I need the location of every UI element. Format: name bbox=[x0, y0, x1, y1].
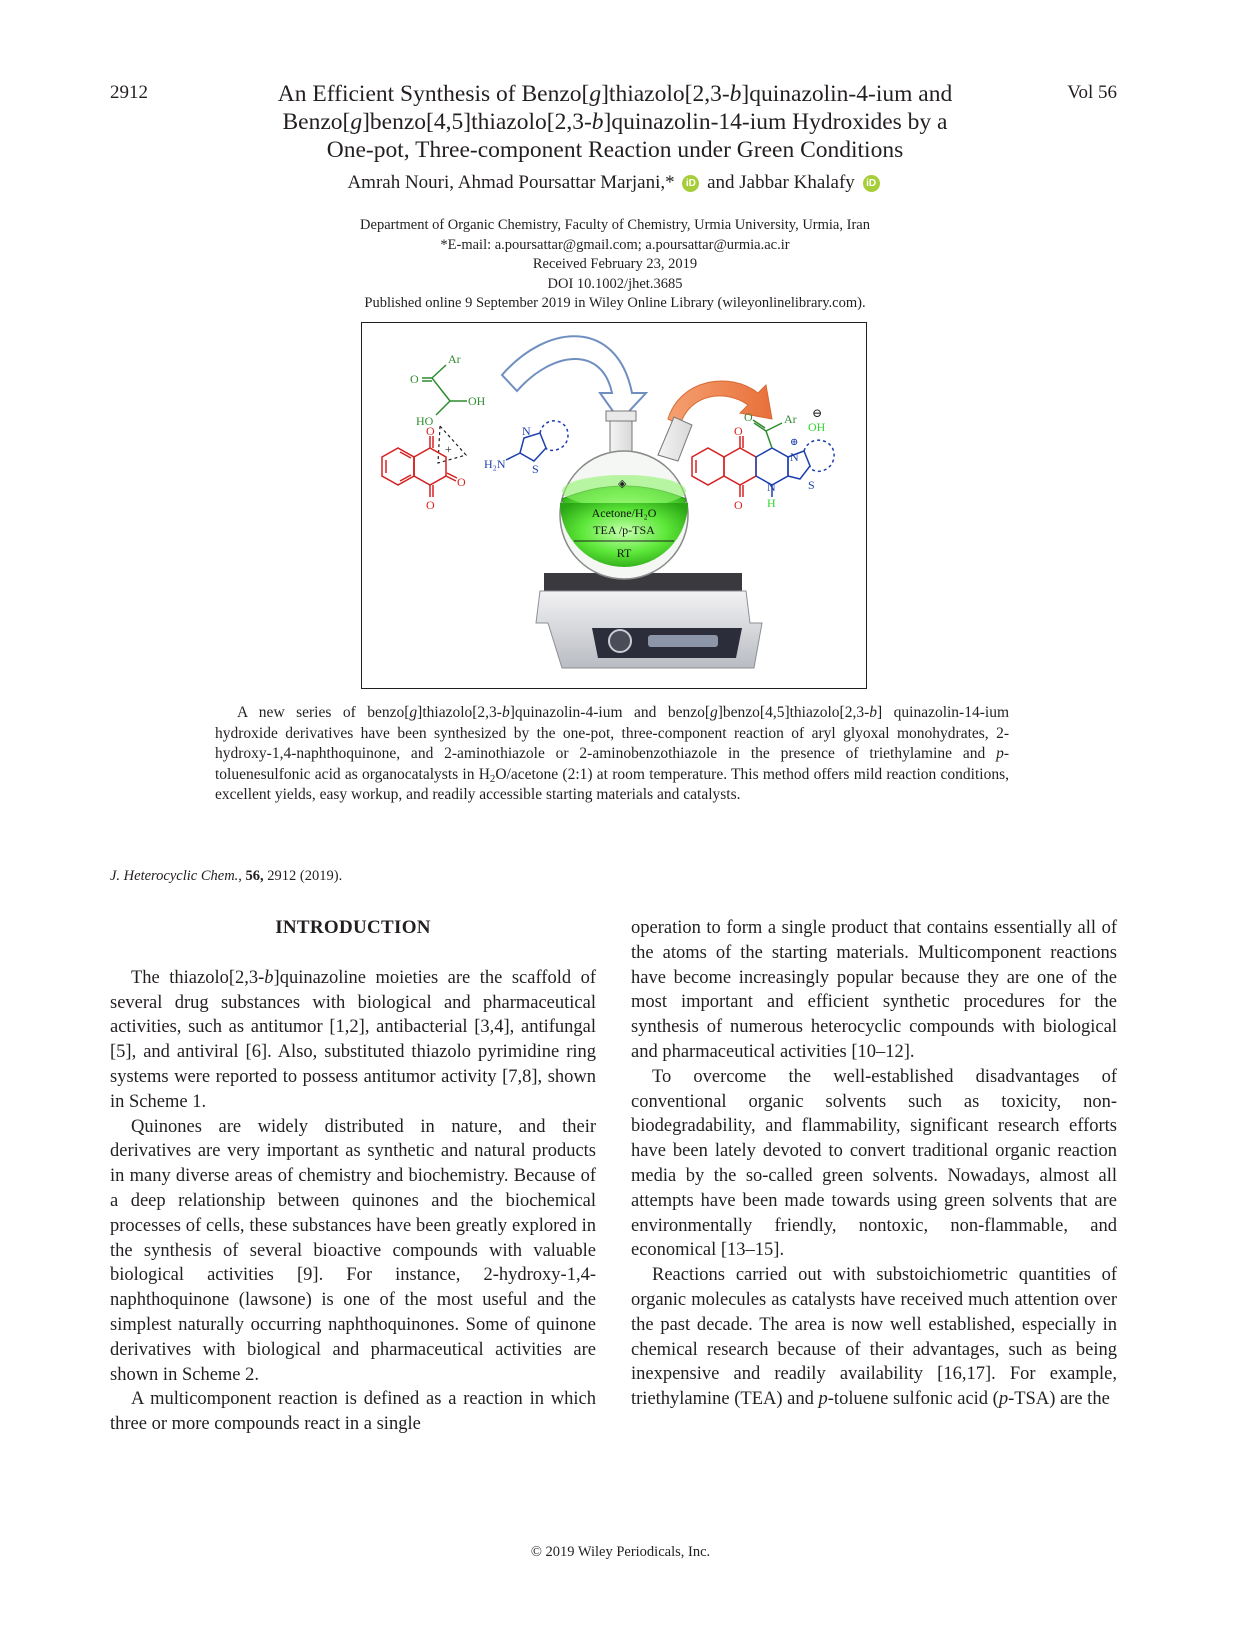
page-number: 2912 bbox=[110, 82, 148, 103]
stir-bar-icon: ◈ bbox=[618, 478, 627, 490]
label-s: S bbox=[808, 478, 815, 492]
orcid-icon[interactable]: iD bbox=[863, 175, 880, 192]
label-o: O bbox=[426, 424, 435, 438]
label-n: N bbox=[522, 424, 531, 438]
label-h2n: H₂N bbox=[484, 457, 506, 471]
reaction-scheme bbox=[362, 323, 865, 687]
hot-plate bbox=[536, 573, 762, 668]
label-o: O bbox=[457, 475, 466, 489]
label-n: N bbox=[790, 450, 799, 464]
paragraph: To overcome the well-established disadvantages of conventional organic solvents such as toxicity, non-biodegradability, and flammability, significant research efforts have been lately devoted to convert traditional organic reaction media by the so-called green solvents. Nowadays, almost all attempts have been made towards using green solvents that are environmentally friendly, nontoxic, non-flammable, and economical [13–15]. bbox=[631, 1066, 1117, 1261]
authors-part-2: and Jabbar Khalafy bbox=[707, 172, 855, 193]
label-o: O bbox=[410, 372, 419, 386]
graphical-abstract bbox=[361, 322, 867, 689]
aminothiazole-structure bbox=[506, 421, 568, 461]
label-oh: OH bbox=[468, 394, 486, 408]
abstract-text: A new series of benzo[g]thiazolo[2,3-b]quinazolin-4-ium and benzo[g]benzo[4,5]thiazolo[2,3-b] quinazolin-14-ium hydroxide derivatives have been synthesized by the one-pot, three-component reaction of aryl glyoxal monohydrates, 2-hydroxy-1,4-naphthoquinone, and 2-aminothiazole or 2-aminobenzothiazole in the presence of triethylamine and p-toluenesulfonic acid as organocatalysts in $H_2O$/acetone (2:1) at room temperature. This method offers mild reaction conditions, excellent yields, easy workup, and readily accessible starting materials and catalysts. bbox=[215, 704, 1010, 803]
affiliation-block bbox=[200, 216, 1030, 314]
label-charge-positive: ⊕ bbox=[790, 437, 799, 448]
dashed-triangle bbox=[438, 426, 466, 463]
body-column-left bbox=[110, 916, 596, 1437]
email[interactable]: *E-mail: a.poursattar@gmail.com; a.poursattar@urmia.ac.ir bbox=[440, 236, 790, 253]
body-column-right bbox=[631, 916, 1117, 1412]
label-catalysts: TEA /p-TSA bbox=[593, 523, 655, 537]
abstract bbox=[215, 703, 1009, 806]
plus-sign: + bbox=[445, 442, 452, 456]
orcid-icon[interactable]: iD bbox=[682, 175, 699, 192]
author-list bbox=[200, 172, 1030, 194]
label-ho: HO bbox=[416, 414, 434, 428]
label-o: O bbox=[734, 424, 743, 438]
label-ar: Ar bbox=[448, 352, 461, 366]
curved-arrow-orange bbox=[668, 381, 772, 425]
label-ar: Ar bbox=[784, 412, 797, 426]
label-n: N bbox=[767, 480, 776, 494]
label-solvent: Acetone/H₂O bbox=[591, 506, 657, 520]
paragraph: A multicomponent reaction is defined as a reaction in which three or more compounds react in a single bbox=[110, 1389, 596, 1435]
paragraph: Reactions carried out with substoichiometric quantities of organic molecules as catalysts have received much attention over the past decade. The area is now well established, especially in chemical research because of their advantages, such as being inexpensive and readily availability [16,17]. For example, triethylamine (TEA) and p-toluene sulfonic acid (p-TSA) are the bbox=[631, 1265, 1117, 1410]
label-o: O bbox=[734, 498, 743, 512]
label-temperature: RT bbox=[616, 546, 632, 560]
product-aroyl-part bbox=[753, 420, 782, 448]
curved-arrow-blue bbox=[502, 336, 646, 421]
section-heading-introduction: INTRODUCTION bbox=[275, 917, 431, 938]
published-note: Published online 9 September 2019 in Wiley Online Library (wileyonlinelibrary.com). bbox=[364, 295, 866, 311]
department: Department of Organic Chemistry, Faculty of Chemistry, Urmia University, Urmia, Iran bbox=[360, 217, 870, 233]
article-title: An Efficient Synthesis of Benzo[g]thiazolo[2,3-b]quinazolin-4-ium and Benzo[g]benzo[4,5]thiazolo[2,3-b]quinazolin-14-ium Hydroxides by a One-pot, Three-component Reaction under Green Conditions bbox=[277, 81, 953, 163]
paragraph: operation to form a single product that contains essentially all of the atoms of the starting materials. Multicomponent reactions have become increasingly popular because they are one of the most important and efficient synthetic procedures for the synthesis of numerous heterocyclic compounds with biological and pharmaceutical activities [10–12]. bbox=[631, 918, 1117, 1062]
citation: J. Heterocyclic Chem., 56, 2912 (2019). bbox=[110, 868, 343, 884]
authors-part-1: Amrah Nouri, Ahmad Poursattar Marjani,* bbox=[347, 172, 675, 193]
copyright: © 2019 Wiley Periodicals, Inc. bbox=[530, 1544, 711, 1560]
volume-label: Vol 56 bbox=[1067, 82, 1117, 103]
paragraph: Quinones are widely distributed in nature, and their derivatives are very important as synthetic and natural products in many diverse areas of chemistry and biochemistry. Because of a deep relationship between quinones and the biochemical processes of cells, these substances have been greatly explored in the synthesis of several bioactive compounds with valuable biological activities [9]. For instance, 2-hydroxy-1,4-naphthoquinone (lawsone) is one of the most useful and the simplest naturally occurring naphthoquinones. Some of quinone derivatives with biological and pharmaceutical activities are shown in Scheme 2. bbox=[110, 1116, 596, 1385]
paragraph: The thiazolo[2,3-b]quinazoline moieties are the scaffold of several drug substances with biological and pharmaceutical activities, such as antitumor [1,2], antibacterial [3,4], antifungal [5], and antiviral [6]. Also, substituted thiazolo pyrimidine ring systems were reported to possess antitumor activity [7,8], shown in Scheme 1. bbox=[110, 967, 596, 1112]
received-date: Received February 23, 2019 bbox=[532, 256, 698, 272]
arylglyoxal-structure bbox=[422, 365, 467, 415]
doi[interactable]: DOI 10.1002/jhet.3685 bbox=[547, 275, 683, 292]
label-o: O bbox=[744, 410, 753, 424]
label-charge-negative: ⊖ bbox=[812, 406, 823, 420]
label-o: O bbox=[426, 498, 435, 512]
label-hydroxide: OH bbox=[808, 420, 826, 434]
label-s: S bbox=[532, 462, 539, 476]
product-naphthoquinone-part bbox=[692, 436, 756, 497]
label-h: H bbox=[767, 496, 776, 510]
